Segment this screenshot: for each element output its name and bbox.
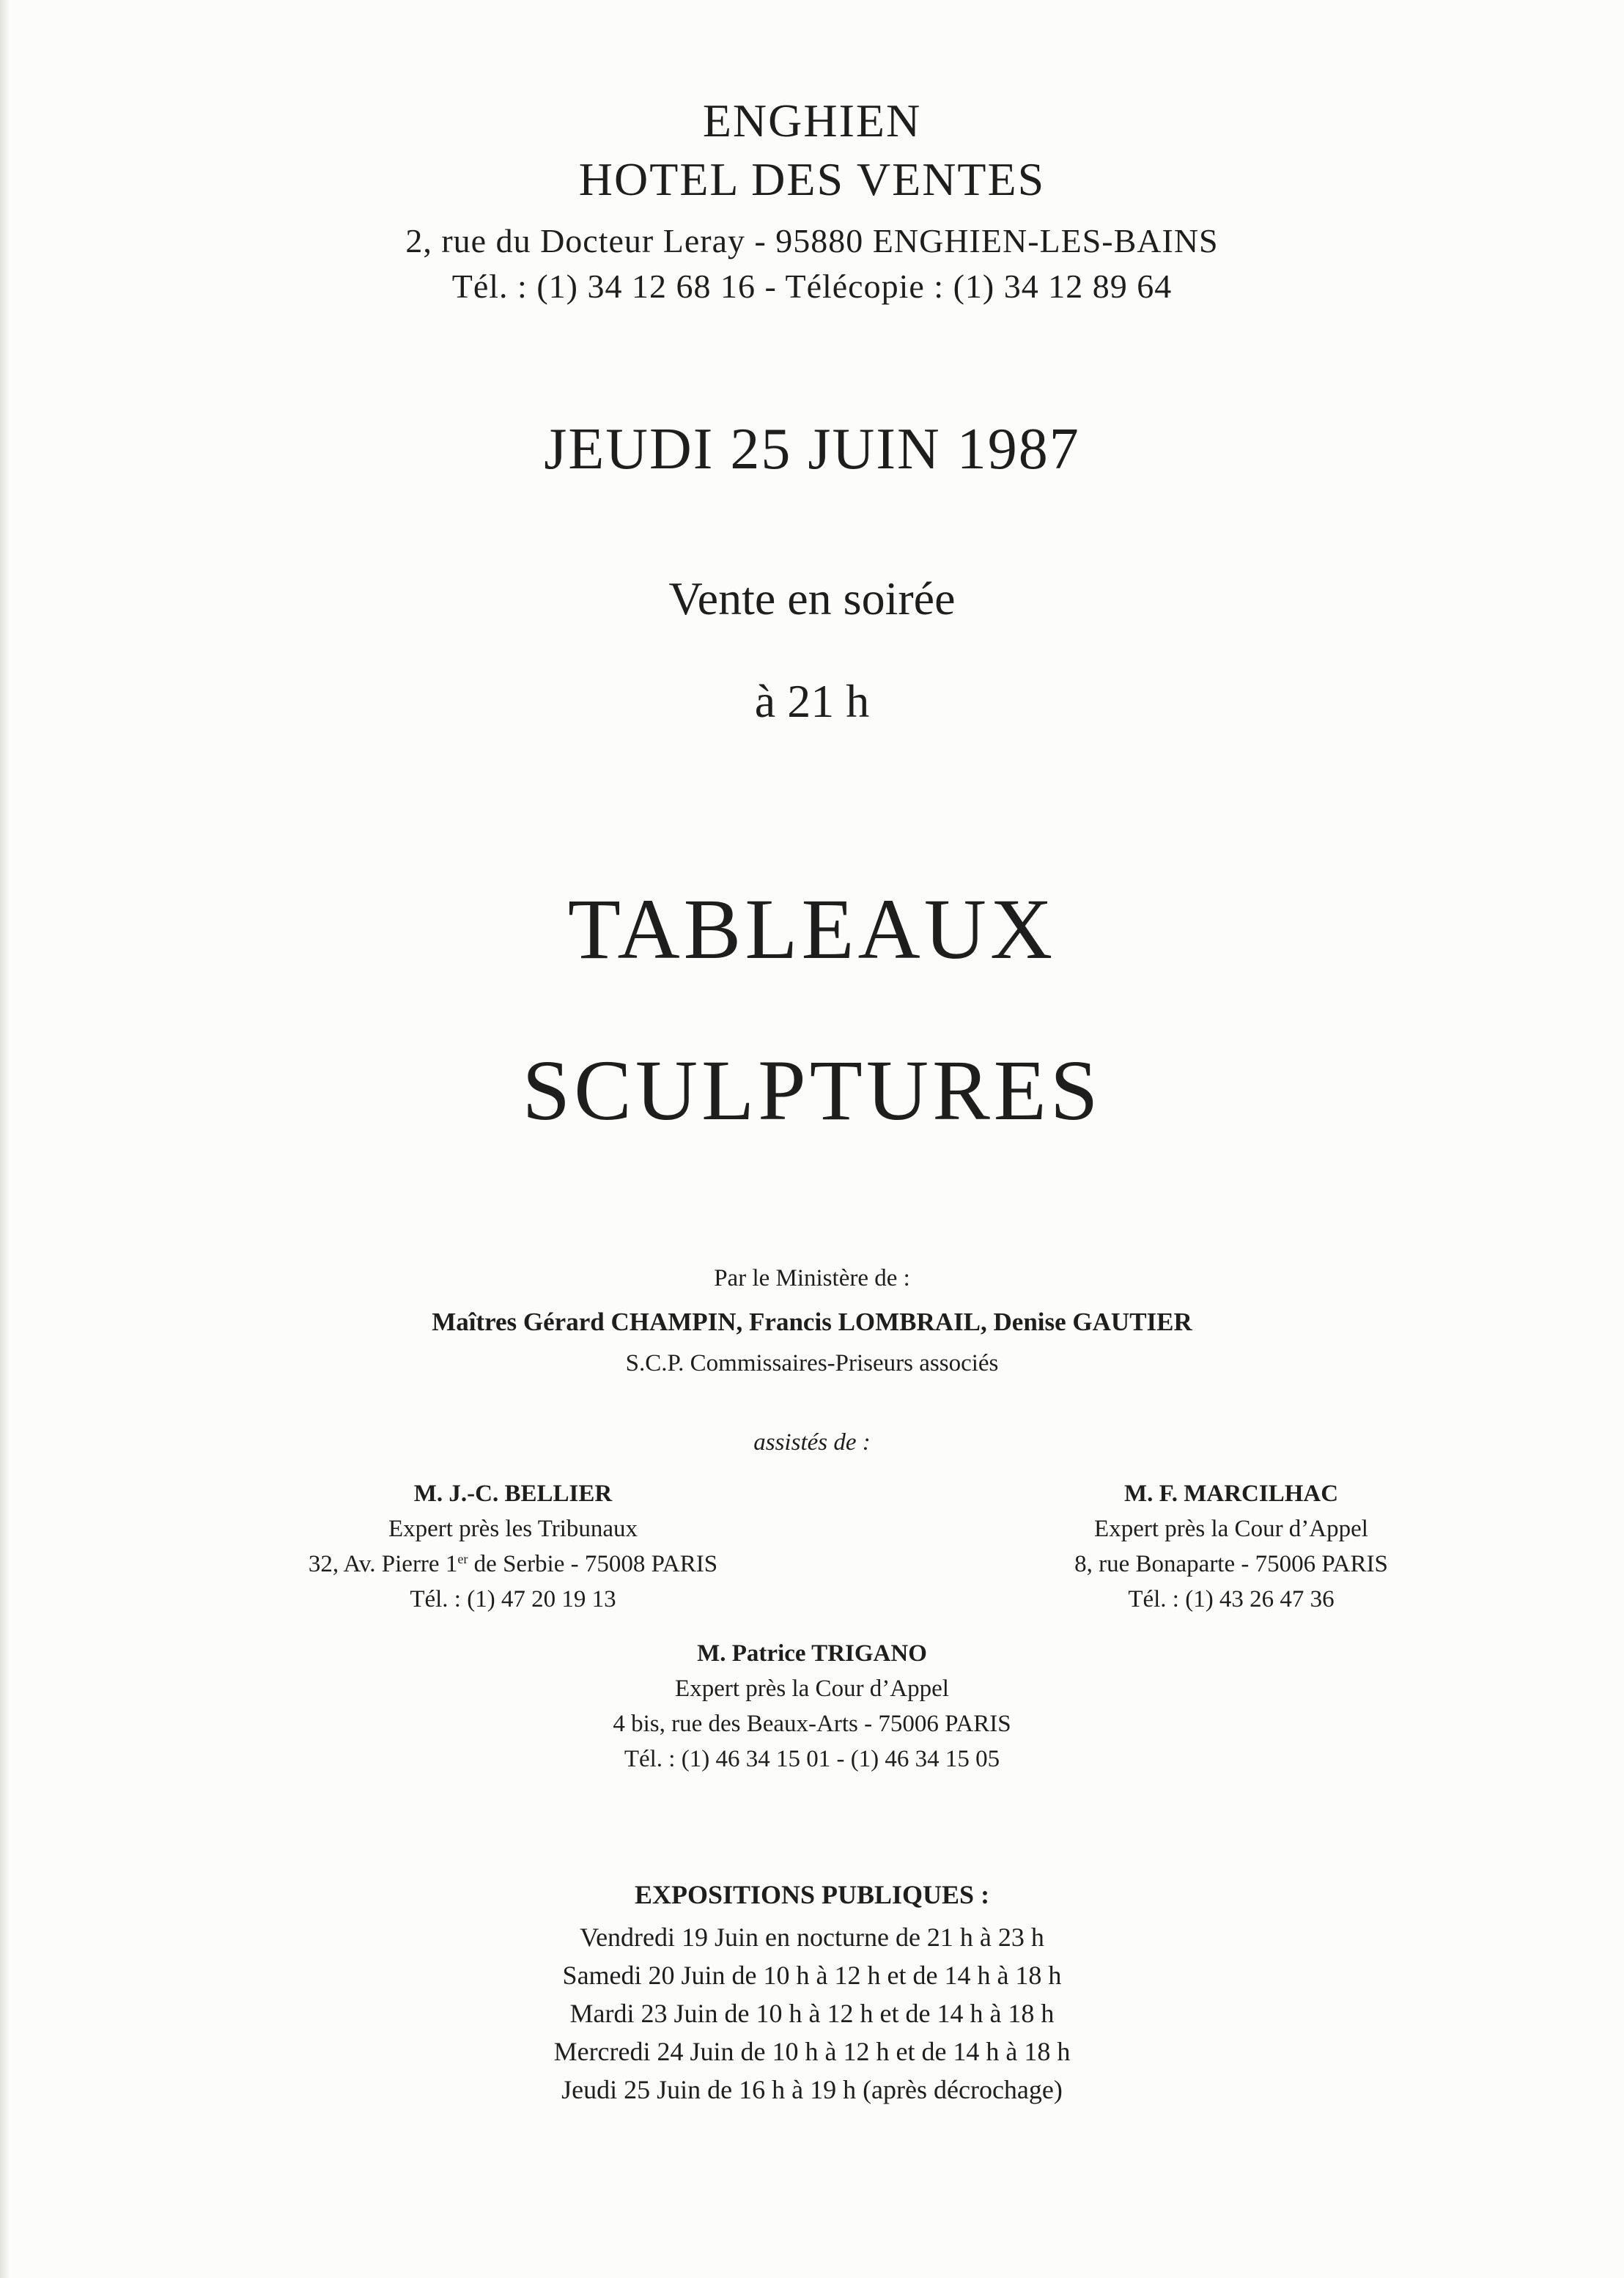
expert-marcilhac-name: M. F. MARCILHAC — [1123, 1481, 1339, 1507]
exposition-line: Mercredi 24 Juin de 10 h à 12 h et de 14 h à 18 h — [553, 2037, 1071, 2066]
expert-bellier-address-end: de Serbie - 75008 PARIS — [468, 1551, 718, 1577]
expert-marcilhac-address: 8, rue Bonaparte - 75006 PARIS — [1074, 1551, 1388, 1577]
expert-bellier-address — [220, 1551, 806, 1586]
exposition-line: Mardi 23 Juin de 10 h à 12 h et de 14 h à 18 h — [569, 1999, 1055, 2028]
title-tableaux: TABLEAUX — [567, 881, 1057, 977]
expert-marcilhac — [975, 1481, 1488, 1621]
expositions-title: EXPOSITIONS PUBLIQUES : — [634, 1880, 990, 1909]
expert-marcilhac-phone: Tél. : (1) 43 26 47 36 — [1128, 1586, 1335, 1612]
auctioneers-names: Maîtres Gérard CHAMPIN, Francis LOMBRAIL, Denise GAUTIER — [432, 1308, 1192, 1336]
exposition-line: Samedi 20 Juin de 10 h à 12 h et de 14 h à 18 h — [562, 1961, 1062, 1990]
auctioneers-firm: S.C.P. Commissaires-Priseurs associés — [625, 1350, 999, 1376]
exposition-line: Jeudi 25 Juin de 16 h à 19 h (après décrochage) — [561, 2075, 1063, 2104]
header-address: 2, rue du Docteur Leray - 95880 ENGHIEN-LES-BAINS — [405, 222, 1219, 259]
expert-marcilhac-role: Expert près la Cour d’Appel — [1094, 1516, 1368, 1542]
expert-trigano-name: M. Patrice TRIGANO — [697, 1640, 927, 1667]
header-phone: Tél. : (1) 34 12 68 16 - Télécopie : (1) 34 12 89 64 — [451, 268, 1173, 305]
sale-date: JEUDI 25 JUIN 1987 — [544, 417, 1080, 482]
expert-bellier-address-sup: er — [457, 1552, 468, 1567]
expert-trigano-phone: Tél. : (1) 46 34 15 01 - (1) 46 34 15 05 — [624, 1746, 1000, 1772]
header-venue: HOTEL DES VENTES — [578, 153, 1046, 205]
expert-trigano — [519, 1640, 1105, 1781]
expert-trigano-role: Expert près la Cour d’Appel — [675, 1676, 949, 1702]
expert-bellier-phone: Tél. : (1) 47 20 19 13 — [410, 1586, 616, 1612]
expert-bellier-role: Expert près les Tribunaux — [388, 1516, 638, 1542]
expert-trigano-address: 4 bis, rue des Beaux-Arts - 75006 PARIS — [613, 1711, 1011, 1737]
sale-type: Vente en soirée — [668, 572, 956, 624]
title-sculptures: SCULPTURES — [522, 1042, 1102, 1138]
expert-bellier — [220, 1481, 806, 1621]
expert-bellier-name: M. J.-C. BELLIER — [413, 1481, 613, 1507]
expert-bellier-address-start: 32, Av. Pierre 1 — [308, 1551, 458, 1577]
auctioneers-intro: Par le Ministère de : — [714, 1265, 910, 1291]
sale-time: à 21 h — [754, 675, 870, 727]
header-town: ENGHIEN — [702, 95, 922, 147]
assisted-label: assistés de : — [753, 1429, 871, 1456]
exposition-line: Vendredi 19 Juin en nocturne de 21 h à 23 h — [580, 1923, 1044, 1952]
